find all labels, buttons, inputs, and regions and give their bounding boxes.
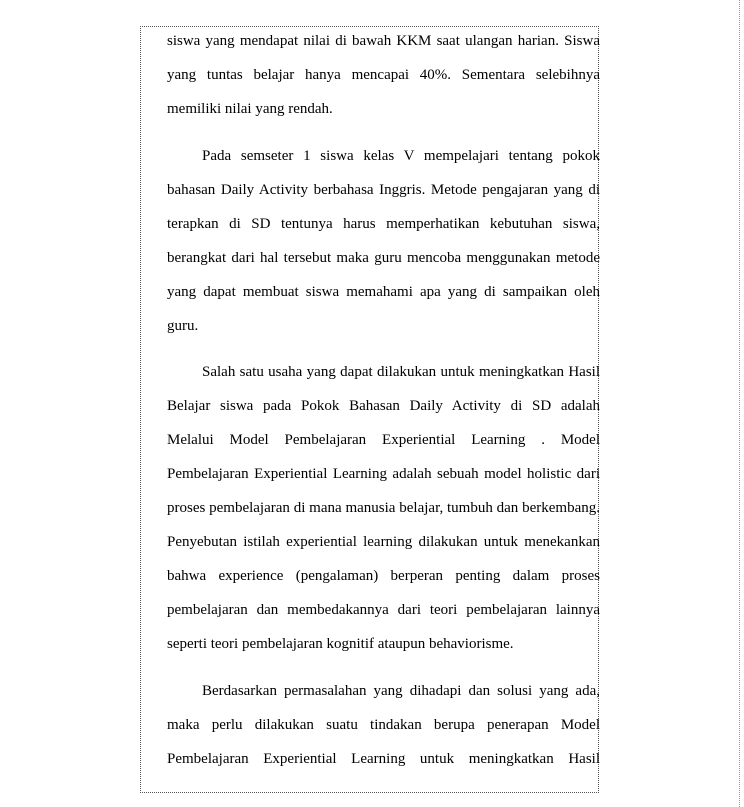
text-line: terapkan di SD tentunya harus memperhatikan kebutuhan siswa, [167,215,600,232]
text-line: bahwa experience (pengalaman) berperan penting dalam proses [167,568,600,584]
text-line: Melalui Model Pembelajaran Experiential Learning . Model [167,432,600,448]
text-line: seperti teori pembelajaran kognitif ataupun behaviorisme. [167,636,514,652]
text-line: pembelajaran dan membedakannya dari teori pembelajaran lainnya [167,602,600,618]
paragraph-4 [167,674,600,776]
paragraph-3 [167,355,600,661]
text-line: Belajar siswa pada Pokok Bahasan Daily Activity di SD adalah [167,398,600,414]
text-line: Pembelajaran Experiential Learning adalah sebuah model holistic dari [167,466,600,482]
text-line: proses pembelajaran di mana manusia belajar, tumbuh dan berkembang. [167,500,600,516]
text-line: memiliki nilai yang rendah. [167,101,333,117]
paragraph-2 [167,139,600,343]
paragraph-1 [167,24,600,126]
text-line: Pada semseter 1 siswa kelas V mempelajari tentang pokok [202,147,600,164]
text-line: yang dapat membuat siswa memahami apa yang di sampaikan oleh [167,283,600,300]
page-edge-rule [739,0,741,807]
text-line: siswa yang mendapat nilai di bawah KKM saat ulangan harian. Siswa [167,33,600,49]
text-line: berangkat dari hal tersebut maka guru mencoba menggunakan metode [167,249,600,266]
text-line: guru. [167,317,199,334]
text-line: yang tuntas belajar hanya mencapai 40%. Sementara selebihnya [167,67,600,83]
text-line: bahasan Daily Activity berbahasa Inggris. Metode pengajaran yang di [167,181,600,198]
text-line: Salah satu usaha yang dapat dilakukan untuk meningkatkan Hasil [202,364,600,380]
text-line: Berdasarkan permasalahan yang dihadapi dan solusi yang ada, [202,682,600,699]
document-body[interactable] [167,24,600,788]
text-line: Penyebutan istilah experiential learning dilakukan untuk menekankan [167,534,600,550]
text-line: Pembelajaran Experiential Learning untuk meningkatkan Hasil [167,750,600,767]
text-line: maka perlu dilakukan suatu tindakan berupa penerapan Model [167,716,600,733]
